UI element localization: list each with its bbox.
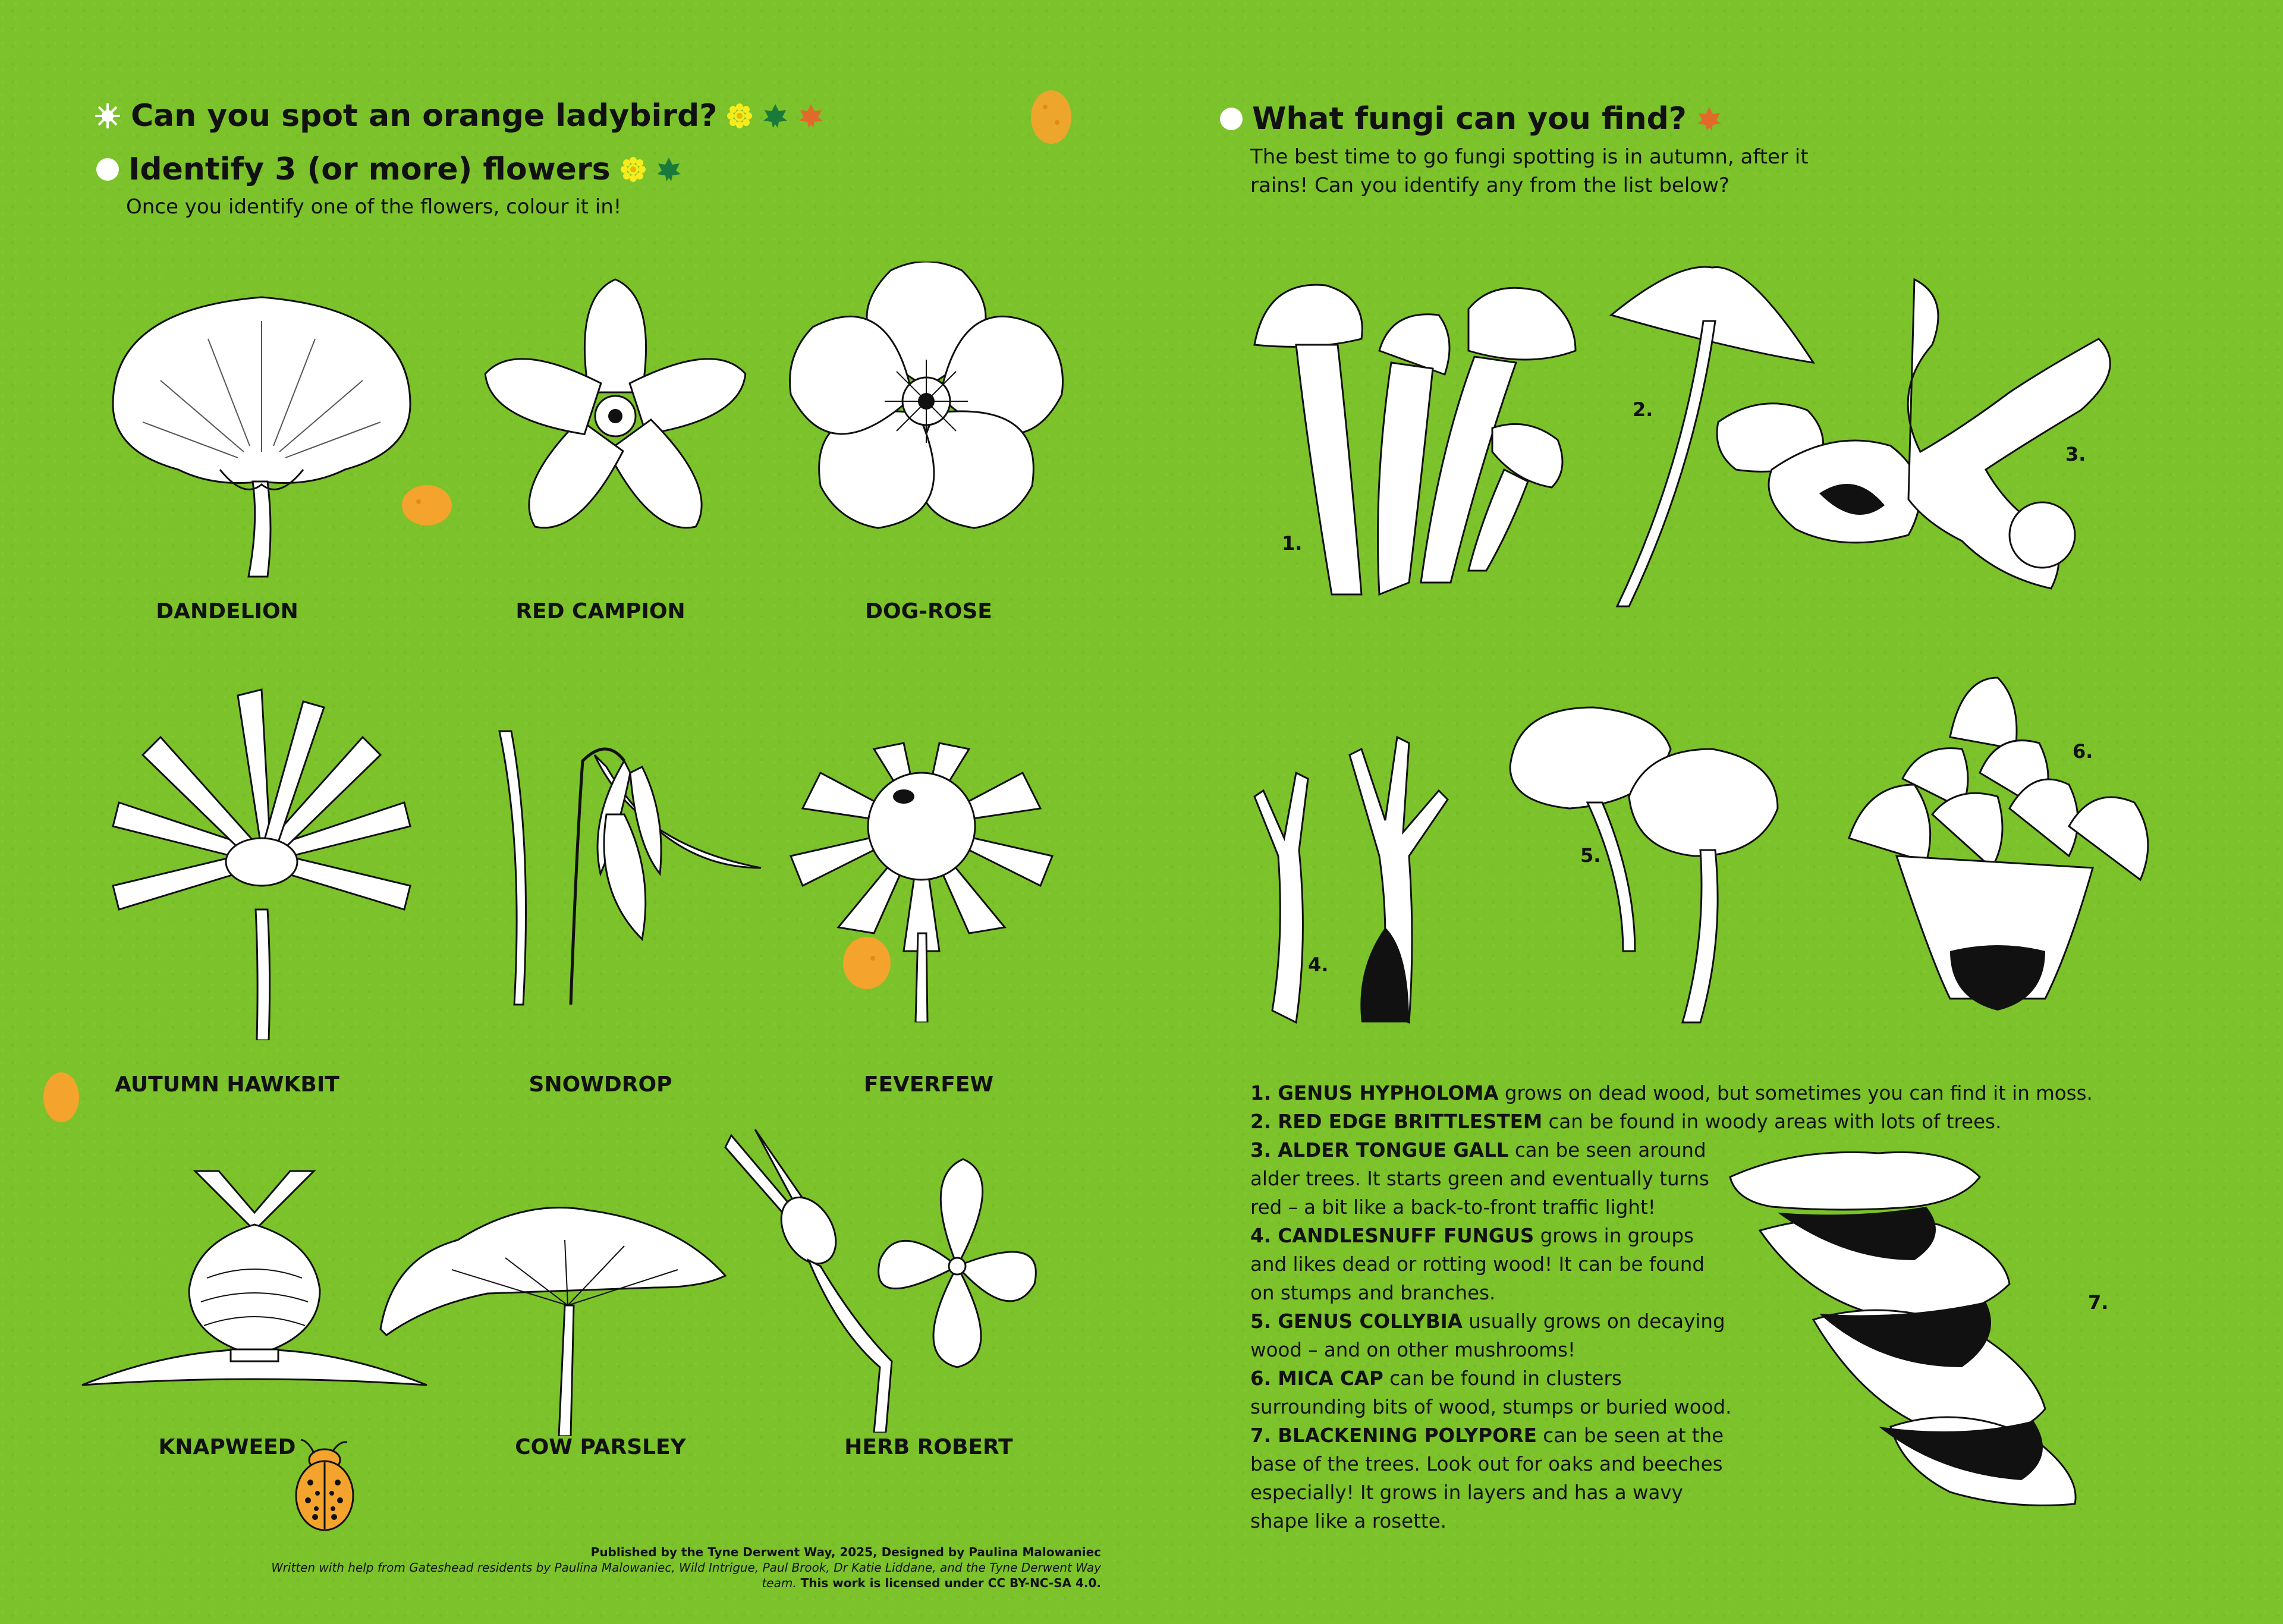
sun-icon: [727, 103, 753, 129]
alder-tongue-gall-illustration: [1712, 273, 2128, 606]
dog-rose-illustration: [784, 262, 1069, 541]
description-line: and likes dead or rotting wood! It can be found: [1250, 1253, 1705, 1276]
flowers-heading: [96, 152, 682, 187]
description-line: alder trees. It starts green and eventually turns: [1250, 1167, 1709, 1190]
flower-label-knapweed: KNAPWEED: [158, 1435, 296, 1459]
description-line: base of the trees. Look out for oaks and beeches: [1250, 1453, 1723, 1475]
herb-robert-illustration: [719, 1123, 1040, 1433]
description-line: 7. BLACKENING POLYPORE can be seen at the: [1250, 1424, 1724, 1447]
description-line: wood – and on other mushrooms!: [1250, 1339, 1576, 1361]
fungus-number-3: 3.: [2065, 443, 2086, 465]
mica-cap-illustration: [1843, 666, 2164, 1022]
flower-label-dandelion: DANDELION: [156, 599, 298, 624]
fungi-descriptions: [1250, 1079, 2283, 1535]
feverfew-illustration: [785, 737, 1058, 1022]
fungi-heading: [1220, 101, 1722, 137]
fungus-number-7: 7.: [2088, 1291, 2109, 1314]
bullet-dot: [1220, 108, 1243, 130]
fungus-number-4: 4.: [1308, 953, 1329, 976]
snowdrop-illustration: [488, 725, 773, 1011]
leaf-icon: [656, 156, 682, 182]
sun-icon: [620, 156, 646, 182]
description-line: 5. GENUS COLLYBIA usually grows on decaying: [1250, 1310, 1725, 1333]
maple-leaf-icon: [798, 103, 824, 129]
ladybird-icon: [1027, 83, 1075, 149]
ladybird-heading: [94, 98, 824, 134]
credits-written: Written with help from Gateshead residents by Paulina Malowaniec, Wild Intrigue, Paul Brook, Dr Katie Liddane, and the Tyne Derwent Way: [271, 1560, 1101, 1575]
genus-collybia-illustration: [1504, 701, 1790, 1034]
fungi-intro-2: rains! Can you identify any from the list below?: [1250, 174, 1729, 197]
heading-ladybird-text: Can you spot an orange ladybird?: [131, 98, 718, 134]
cow-parsley-illustration: [369, 1186, 737, 1436]
maple-leaf-icon: [1696, 106, 1722, 132]
flowers-subtitle: Once you identify one of the flowers, colour it in!: [126, 195, 622, 219]
description-line: surrounding bits of wood, stumps or buried wood.: [1250, 1396, 1732, 1418]
description-line: especially! It grows in layers and has a wavy: [1250, 1481, 1683, 1504]
hypholoma-illustration: [1243, 273, 1587, 606]
credits-license: team. This work is licensed under CC BY-NC-SA 4.0.: [762, 1576, 1101, 1590]
fungus-number-6: 6.: [2073, 740, 2093, 763]
description-line: shape like a rosette.: [1250, 1510, 1446, 1532]
flower-label-feverfew: FEVERFEW: [863, 1072, 994, 1097]
fungus-number-1: 1.: [1282, 532, 1303, 555]
fungi-intro-1: The best time to go fungi spotting is in autumn, after it: [1250, 145, 1809, 169]
description-line: on stumps and branches.: [1250, 1282, 1496, 1304]
red-campion-illustration: [461, 262, 770, 571]
fungus-number-2: 2.: [1633, 398, 1653, 421]
star-bullet-icon: [94, 102, 121, 130]
heading-flowers-text: Identify 3 (or more) flowers: [128, 152, 611, 187]
credits: [271, 1544, 1101, 1591]
description-line: 3. ALDER TONGUE GALL can be seen around: [1250, 1139, 1706, 1162]
flower-label-cow-parsley: COW PARSLEY: [515, 1435, 686, 1459]
description-line: 1. GENUS HYPHOLOMA grows on dead wood, but sometimes you can find it in moss.: [1250, 1082, 2093, 1104]
description-line: 6. MICA CAP can be found in clusters: [1250, 1367, 1622, 1390]
credits-published: Published by the Tyne Derwent Way, 2025, Designed by Paulina Malowaniec: [590, 1545, 1101, 1559]
heading-fungi-text: What fungi can you find?: [1252, 101, 1687, 137]
description-line: 4. CANDLESNUFF FUNGUS grows in groups: [1250, 1225, 1694, 1247]
autumn-hawkbit-illustration: [95, 684, 428, 1040]
flower-label-snowdrop: SNOWDROP: [529, 1072, 672, 1097]
flower-label-herb-robert: HERB ROBERT: [844, 1435, 1013, 1459]
flower-label-dog-rose: DOG-ROSE: [865, 599, 992, 624]
dandelion-illustration: [89, 273, 434, 583]
fungus-number-5: 5.: [1580, 844, 1601, 867]
description-line: 2. RED EDGE BRITTLESTEM can be found in woody areas with lots of trees.: [1250, 1110, 2002, 1133]
bullet-dot: [96, 158, 119, 181]
leaf-icon: [762, 103, 788, 129]
description-line: red – a bit like a back-to-front traffic light!: [1250, 1196, 1656, 1219]
candlesnuff-fungus-illustration: [1243, 701, 1480, 1034]
flower-label-autumn-hawkbit: AUTUMN HAWKBIT: [115, 1072, 339, 1097]
flower-label-red-campion: RED CAMPION: [515, 599, 685, 624]
